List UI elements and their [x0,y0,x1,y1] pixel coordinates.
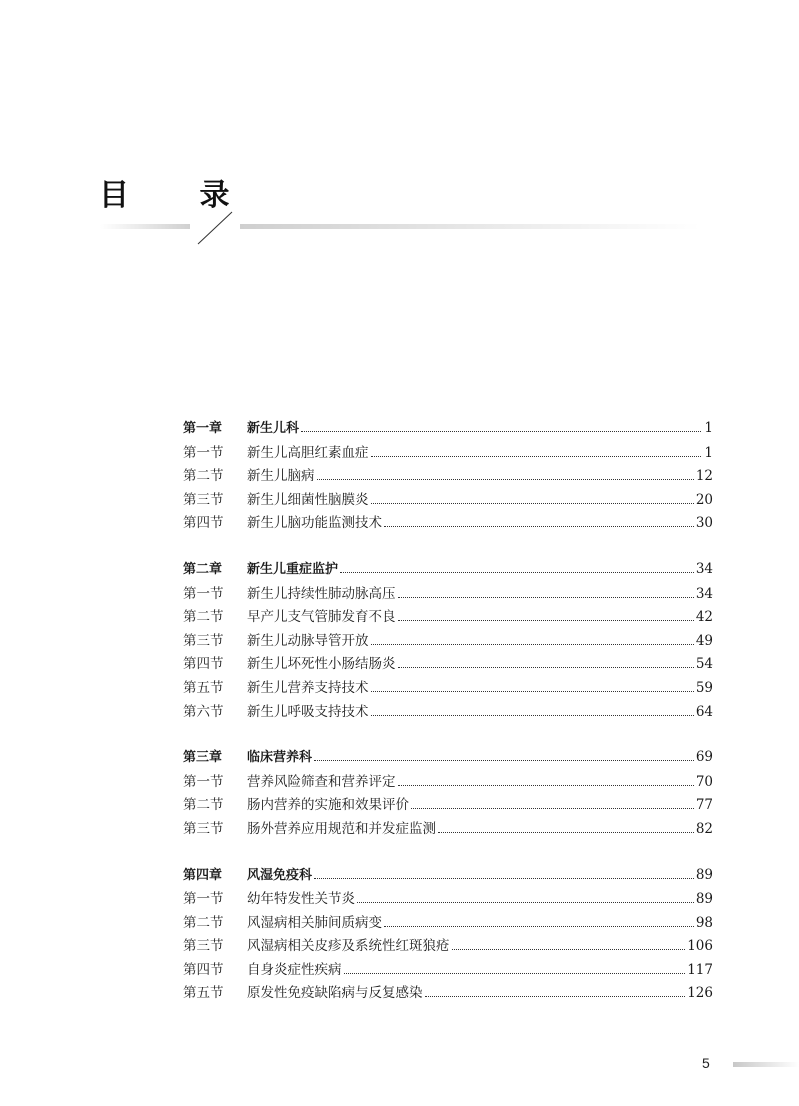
toc-entry-number: 第四节 [183,656,224,673]
toc-section-row[interactable] [183,958,713,982]
title-slash-divider [196,210,236,246]
toc-entry-page: 82 [695,820,713,837]
toc-entry-page: 69 [695,749,713,766]
toc-entry-title: 新生儿高胆红素血症 [247,444,369,461]
toc-entry-title: 肠内营养的实施和效果评价 [247,797,409,814]
toc-entry-title: 新生儿脑功能监测技术 [247,515,382,532]
toc-entry-title: 临床营养科 [247,750,313,766]
toc-chapter-block [183,417,713,535]
toc-chapter-block [183,746,713,840]
toc-entry-page: 126 [687,985,713,1002]
toc-entry-page: 89 [695,866,713,883]
toc-entry-page: 20 [695,491,713,508]
toc-entry-number: 第一章 [183,421,223,436]
toc-section-row[interactable] [183,934,713,958]
toc-entry-page: 1 [704,444,713,461]
toc-entry-number: 第三章 [183,750,223,766]
toc-entry-title: 肠外营养应用规范和并发症监测 [247,820,436,837]
toc-section-row[interactable] [183,911,713,935]
toc-entry-number: 第二章 [183,561,223,577]
toc-dot-leader [398,784,694,786]
toc-dot-leader [344,972,686,974]
toc-entry-title: 原发性免疫缺陷病与反复感染 [247,985,423,1002]
toc-entry-title: 新生儿动脉导管开放 [247,632,369,649]
toc-entry-page: 54 [695,656,713,673]
toc-chapter-row[interactable] [183,417,713,441]
table-of-contents [183,417,713,1028]
toc-dot-leader [317,478,694,480]
toc-entry-title: 新生儿持续性肺动脉高压 [247,585,396,602]
toc-section-row[interactable] [183,511,713,535]
toc-entry-page: 12 [695,468,713,485]
toc-entry-title: 自身炎症性疾病 [247,961,342,978]
title-rule-right [240,224,700,229]
toc-entry-number: 第四章 [183,867,223,883]
toc-section-row[interactable] [183,488,713,512]
toc-section-row[interactable] [183,793,713,817]
toc-entry-title: 幼年特发性关节炎 [247,891,355,908]
toc-entry-page: 1 [704,420,713,436]
toc-entry-title: 新生儿脑病 [247,468,315,485]
toc-section-row[interactable] [183,817,713,841]
toc-entry-title: 早产儿支气管肺发育不良 [247,609,396,626]
toc-entry-page: 98 [695,914,713,931]
toc-entry-title: 新生儿科 [247,421,300,436]
toc-entry-title: 营养风险筛查和营养评定 [247,773,396,790]
toc-entry-page: 30 [695,515,713,532]
toc-entry-number: 第三节 [183,632,224,649]
toc-dot-leader [371,690,694,692]
toc-entry-number: 第四节 [183,515,224,532]
toc-dot-leader [340,571,694,573]
toc-entry-number: 第一节 [183,891,224,908]
toc-entry-page: 89 [695,891,713,908]
toc-entry-title: 风湿免疫科 [247,867,313,883]
toc-entry-number: 第一节 [183,585,224,602]
toc-chapter-block [183,864,713,1006]
toc-entry-number: 第五节 [183,679,224,696]
toc-section-row[interactable] [183,582,713,606]
toc-dot-leader [371,455,702,457]
toc-entry-page: 70 [695,773,713,790]
toc-entry-number: 第三节 [183,938,224,955]
toc-dot-leader [357,901,694,903]
toc-dot-leader [411,807,694,809]
toc-dot-leader [371,643,694,645]
toc-section-row[interactable] [183,700,713,724]
toc-entry-number: 第三节 [183,820,224,837]
toc-entry-title: 新生儿坏死性小肠结肠炎 [247,656,396,673]
toc-entry-page: 34 [695,560,713,577]
toc-dot-leader [384,925,694,927]
toc-section-row[interactable] [183,887,713,911]
toc-entry-number: 第二节 [183,468,224,485]
toc-entry-number: 第五节 [183,985,224,1002]
toc-entry-number: 第二节 [183,609,224,626]
toc-dot-leader [314,877,694,879]
toc-dot-leader [398,596,694,598]
toc-entry-number: 第三节 [183,491,224,508]
toc-entry-page: 34 [695,585,713,602]
toc-entry-page: 42 [695,609,713,626]
toc-entry-title: 新生儿呼吸支持技术 [247,703,369,720]
page-title: 目 录 [99,178,260,213]
toc-dot-leader [384,525,694,527]
toc-entry-title: 风湿病相关皮疹及系统性红斑狼疮 [247,938,450,955]
toc-entry-page: 117 [687,961,713,978]
toc-entry-title: 风湿病相关肺间质病变 [247,914,382,931]
toc-entry-number: 第一节 [183,444,224,461]
toc-chapter-row[interactable] [183,558,713,582]
title-rule-left [100,224,190,229]
toc-dot-leader [398,666,694,668]
toc-entry-page: 77 [695,797,713,814]
toc-entry-title: 新生儿重症监护 [247,561,339,577]
toc-dot-leader [452,948,686,950]
toc-entry-number: 第六节 [183,703,224,720]
toc-entry-number: 第四节 [183,961,224,978]
toc-section-row[interactable] [183,605,713,629]
toc-entry-page: 64 [695,703,713,720]
toc-dot-leader [425,995,686,997]
toc-entry-page: 106 [687,938,713,955]
toc-section-row[interactable] [183,464,713,488]
toc-dot-leader [371,714,694,716]
toc-section-row[interactable] [183,676,713,700]
toc-section-row[interactable] [183,981,713,1005]
toc-section-row[interactable] [183,652,713,676]
toc-dot-leader [314,759,694,761]
toc-section-row[interactable] [183,629,713,653]
toc-section-row[interactable] [183,441,713,465]
toc-entry-title: 新生儿细菌性脑膜炎 [247,491,369,508]
toc-chapter-block [183,558,713,723]
toc-entry-number: 第二节 [183,797,224,814]
toc-chapter-row[interactable] [183,864,713,888]
toc-entry-title: 新生儿营养支持技术 [247,679,369,696]
toc-chapter-row[interactable] [183,746,713,770]
toc-section-row[interactable] [183,770,713,794]
toc-dot-leader [301,430,701,432]
toc-dot-leader [371,502,694,504]
toc-entry-page: 59 [695,679,713,696]
toc-dot-leader [398,619,694,621]
footer-rule [733,1062,799,1067]
toc-dot-leader [438,831,694,833]
toc-entry-page: 49 [695,632,713,649]
toc-entry-number: 第二节 [183,914,224,931]
page-number: 5 [702,1055,710,1071]
toc-entry-number: 第一节 [183,773,224,790]
